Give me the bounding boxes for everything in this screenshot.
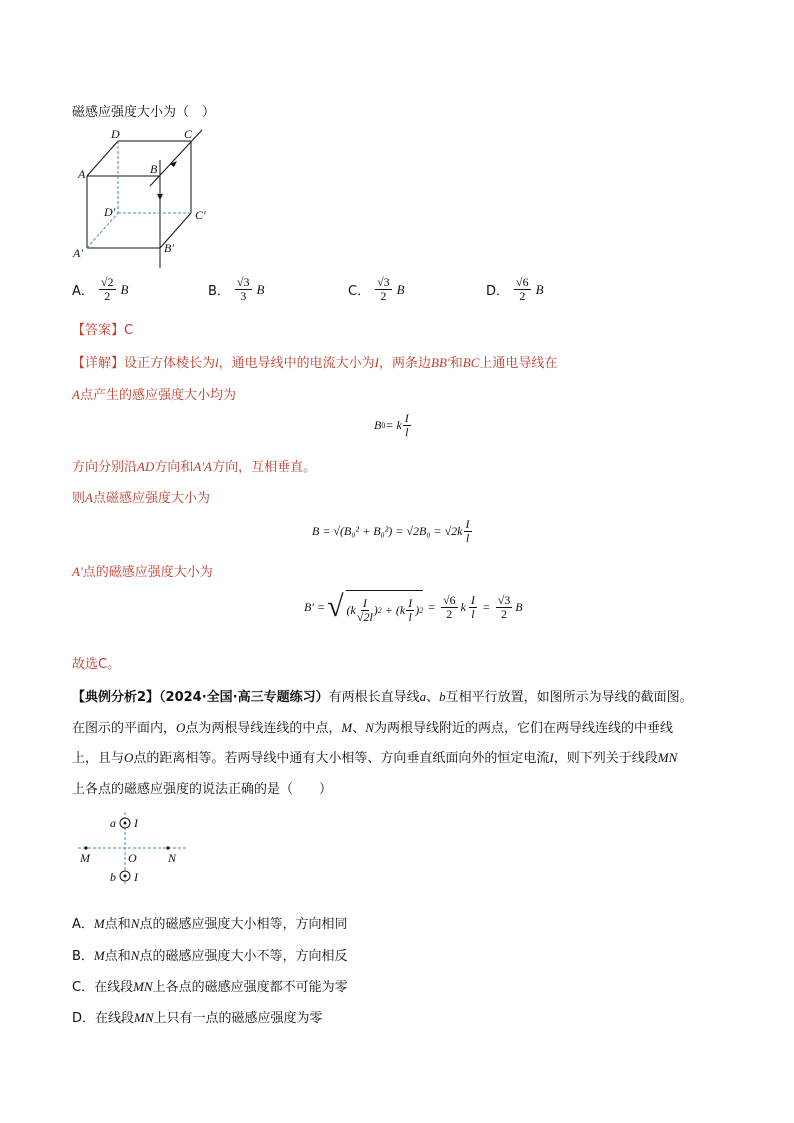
q2-line-4: 上各点的磁感应强度的说法正确的是（ ） — [72, 782, 333, 797]
svg-text:M: M — [80, 851, 90, 865]
answer-value: C — [124, 323, 134, 338]
q2-line-1: 【典例分析2】（2024·全国·高三专题练习）有两根长直导线a、b互相平行放置，如图所示为导线的截面图。 — [72, 689, 693, 705]
label-b: B — [150, 162, 158, 176]
label-c: C — [184, 127, 193, 141]
label-cp: C′ — [195, 208, 206, 222]
detail-line-2: A点产生的感应强度大小均为 — [72, 387, 236, 403]
q1-option-d[interactable]: D． $\frac{√6}{2}$ B — [486, 275, 544, 304]
detail-line-4: 则A点磁感应强度大小为 — [72, 490, 210, 506]
label-a: A — [78, 167, 86, 181]
point-m — [84, 846, 87, 849]
detail-conclusion: 故选C。 — [72, 657, 121, 672]
edge-ad — [87, 141, 118, 176]
label-dp: D′ — [104, 205, 116, 219]
q1-option-b[interactable]: B． $\frac{√3}{3}$ B — [208, 275, 265, 304]
answer-line: 【答案】C — [72, 323, 134, 338]
q2-option-a[interactable]: A．M点和N点的磁感应强度大小相等，方向相同 — [72, 916, 348, 932]
q1-stem: 磁感应强度大小为（ ） — [72, 105, 216, 120]
equation-b: B = √(B₀² + B₀²) = √2B₀ = √2k $\frac{I}{l}$ — [312, 517, 470, 546]
q2-option-c[interactable]: C．在线段MN上各点的磁感应强度都不可能为零 — [72, 979, 348, 995]
wires-figure — [72, 810, 192, 886]
svg-text:I: I — [134, 870, 138, 884]
svg-text:b: b — [110, 870, 116, 884]
label-ap: A′ — [73, 246, 83, 260]
q2-line-2: 在图示的平面内，O点为两根导线连线的中点，M、N为两根导线附近的两点，它们在两导线连线的中垂线 — [72, 720, 673, 736]
svg-text:N: N — [168, 851, 177, 865]
svg-text:a: a — [110, 816, 116, 830]
label-d: D — [111, 127, 120, 141]
svg-text:O: O — [128, 851, 137, 865]
svg-text:I: I — [134, 816, 138, 830]
detail-line-5: A′点的磁感应强度大小为 — [72, 564, 213, 580]
wire-bc — [150, 130, 202, 186]
q1-option-c[interactable]: C． $\frac{√3}{2}$ B — [348, 275, 405, 304]
detail-line-3: 方向分别沿AD方向和A′A方向，互相垂直。 — [72, 459, 317, 475]
equation-bp: B′ = √ (k $\frac{I}{√2l}$ ) 2 + (k $\frac{I}{l}$ ) 2 = $\frac{√6}{2}$ k $\frac{I}{l}$ = $\frac{√3}{2}$ B — [304, 590, 523, 625]
q1-option-a[interactable]: A． $\frac{√2}{2}$ B — [72, 275, 129, 304]
point-n — [166, 846, 169, 849]
equation-b0: B 0 = k $\frac{I}{l}$ — [374, 411, 409, 440]
label-bp: B′ — [164, 241, 174, 255]
detail-line-1: 【详解】设正方体棱长为l，通电导线中的电流大小为I，两条边BB′和BC上通电导线在 — [72, 355, 558, 371]
arrow-bbp-icon — [157, 194, 163, 200]
q2-option-d[interactable]: D．在线段MN上只有一点的磁感应强度为零 — [72, 1010, 323, 1026]
arrow-bc-icon — [170, 161, 177, 167]
q2-option-b[interactable]: B．M点和N点的磁感应强度大小不等，方向相反 — [72, 948, 348, 964]
q2-line-3: 上，且与O点的距离相等。若两导线中通有大小相等、方向垂直纸面向外的恒定电流I，则下列关于线段MN — [72, 750, 678, 766]
cube-figure — [70, 126, 220, 270]
